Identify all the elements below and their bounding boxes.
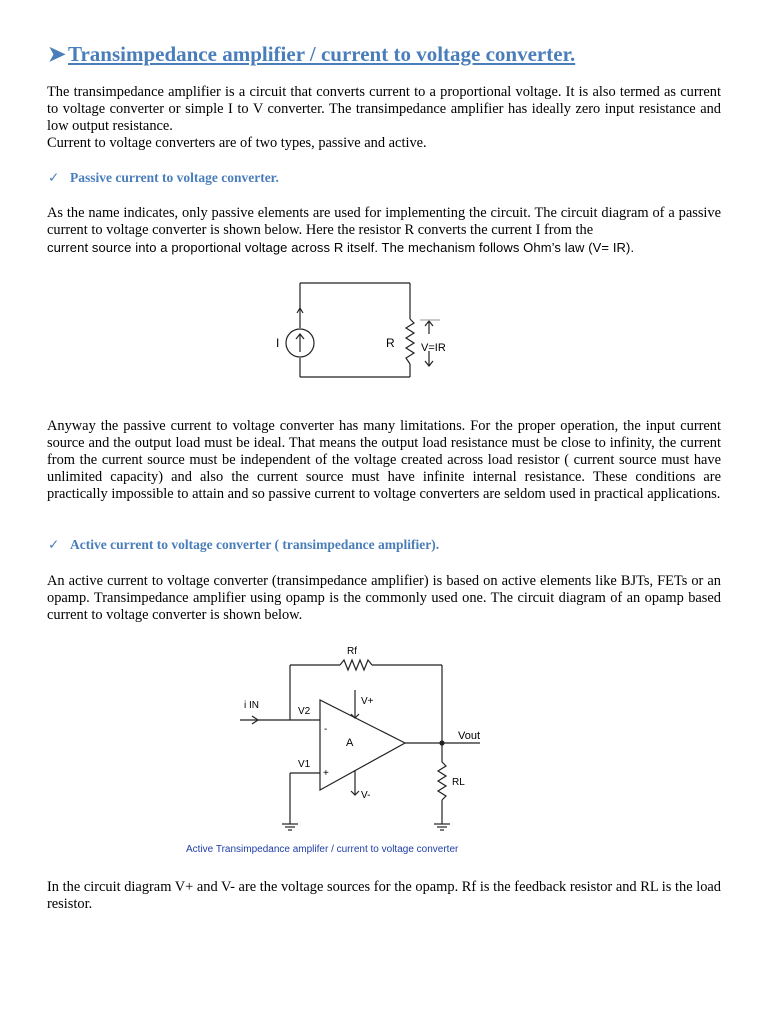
iin-label: i IN (244, 700, 259, 711)
minus-label: - (324, 724, 328, 735)
v2-label: V2 (298, 706, 311, 717)
rf-label: Rf (347, 646, 357, 657)
source-label: I (276, 336, 280, 350)
page-title-text: Transimpedance amplifier / current to voltage converter. (68, 42, 576, 66)
passive-circuit-diagram (270, 276, 470, 386)
arrow-bullet-icon: ➤ (48, 42, 66, 66)
active-heading-text: Active current to voltage converter ( transimpedance amplifier). (70, 537, 440, 552)
rl-label: RL (452, 777, 465, 788)
diagram-caption: Active Transimpedance amplifer / current to voltage converter (186, 844, 459, 855)
load-resistor-icon (438, 762, 446, 800)
page-title (48, 42, 575, 67)
feedback-resistor-icon (340, 660, 372, 670)
opamp-icon (320, 700, 405, 790)
limitations-text: Anyway the passive current to voltage converter has many limitations. For the proper operation, the input current source and the output load must be ideal. That means the output load resistance must be close to infinity, the current from the current source must be independent of the voltage created across load resistor ( current source must have unlimited capacity) and also the current source must have infinite internal resistance. These conditions are practically impossible to attain and so passive current to voltage converters are seldom used in practical applications. (47, 418, 721, 502)
passive-text-1: As the name indicates, only passive elements are used for implementing the circuit. The circuit diagram of a passive current to voltage converter is shown below. Here the resistor R converts the current I from the (47, 205, 721, 238)
vout-label: Vout (458, 730, 481, 742)
active-text: An active current to voltage converter (transimpedance amplifier) is based on active elements like BJTs, FETs or an opamp. Transimpedance amplifier using opamp is the commonly used one. The circuit diagram of an opamp based current to voltage converter is shown below. (47, 573, 721, 623)
plus-label: + (323, 768, 329, 779)
check-icon: ✓ (48, 537, 60, 552)
active-heading (48, 537, 439, 553)
active-circuit-diagram (180, 640, 500, 860)
passive-heading-text: Passive current to voltage converter. (70, 170, 279, 185)
resistor-label: R (386, 336, 395, 350)
resistor-icon (406, 319, 414, 364)
final-paragraph (47, 879, 721, 913)
active-paragraph (47, 573, 721, 624)
voltage-label: V=IR (421, 342, 446, 354)
intro-text-2: Current to voltage converters are of two types, passive and active. (47, 135, 427, 151)
intro-text: The transimpedance amplifier is a circuit that converts current to a proportional voltage. It is also termed as current to voltage converter or simple I to V converter. The transimpedance amplifier has ideally zero input resistance and low output resistance. (47, 84, 721, 134)
check-icon: ✓ (48, 170, 60, 185)
passive-text-2: current source into a proportional voltage across R itself. The mechanism follows Ohm’s law (V= IR). (47, 240, 635, 255)
vminus-label: V- (361, 790, 371, 801)
passive-paragraph (47, 205, 721, 256)
vplus-label: V+ (361, 696, 374, 707)
a-label: A (346, 737, 354, 749)
intro-paragraph (47, 84, 721, 152)
v1-label: V1 (298, 759, 311, 770)
limitations-paragraph (47, 418, 721, 503)
passive-heading (48, 170, 279, 186)
final-text: In the circuit diagram V+ and V- are the voltage sources for the opamp. Rf is the feedback resistor and RL is the load resistor. (47, 879, 721, 912)
